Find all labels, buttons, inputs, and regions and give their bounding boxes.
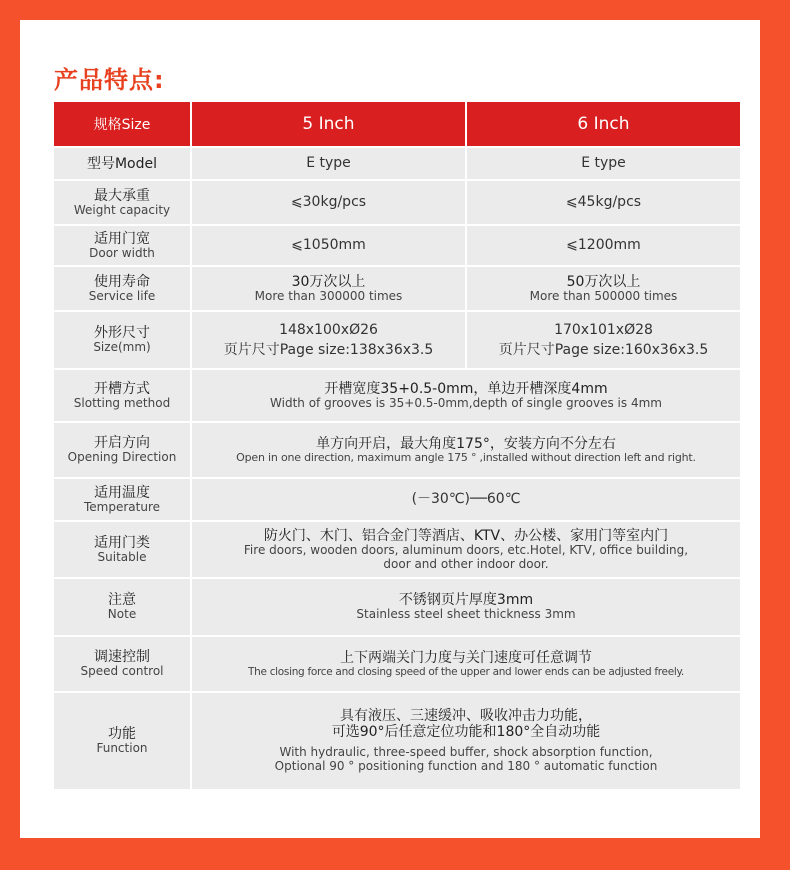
row-service-life bbox=[54, 267, 740, 310]
label-speed: 调速控制 Speed control bbox=[54, 637, 190, 691]
label-note: 注意 Note bbox=[54, 579, 190, 635]
label-function: 功能 Function bbox=[54, 693, 190, 789]
label-size: 外形尺寸 Size(mm) bbox=[54, 312, 190, 368]
label-suitable: 适用门类 Suitable bbox=[54, 522, 190, 577]
header-row bbox=[54, 102, 740, 146]
door-width-6-inch: ⩽1200mm bbox=[467, 226, 740, 265]
row-temperature bbox=[54, 479, 740, 520]
note-value: 不锈钢页片厚度3mm Stainless steel sheet thickness 3mm bbox=[192, 579, 740, 635]
spec-table bbox=[52, 100, 742, 791]
section-title: 产品特点: bbox=[54, 66, 165, 94]
label-opening: 开启方向 Opening Direction bbox=[54, 423, 190, 477]
opening-value: 单方向开启，最大角度175°，安装方向不分左右 Open in one direction, maximum angle 175 ° ,installed without direction left and right. bbox=[192, 423, 740, 477]
service-life-6-inch: 50万次以上 More than 500000 times bbox=[467, 267, 740, 310]
header-5-inch: 5 Inch bbox=[192, 102, 465, 146]
label-door-width: 适用门宽 Door width bbox=[54, 226, 190, 265]
suitable-value: 防火门、木门、铝合金门等酒店、KTV、办公楼、家用门等室内门 Fire doors, wooden doors, aluminum doors, etc.Hotel, KTV, office building, door and other indoor door. bbox=[192, 522, 740, 577]
row-size bbox=[54, 312, 740, 368]
temperature-value: (－30℃)──60℃ bbox=[192, 479, 740, 520]
speed-value: 上下两端关门力度与关门速度可任意调节 The closing force and closing speed of the upper and lower ends can be adjusted freely. bbox=[192, 637, 740, 691]
weight-6-inch: ⩽45kg/pcs bbox=[467, 181, 740, 224]
model-5-inch: E type bbox=[192, 148, 465, 179]
size-5-inch: 148x100xØ26 页片尺寸Page size:138x36x3.5 bbox=[192, 312, 465, 368]
header-label: 规格Size bbox=[54, 102, 190, 146]
row-note bbox=[54, 579, 740, 635]
row-door-width bbox=[54, 226, 740, 265]
slotting-value: 开槽宽度35+0.5-0mm，单边开槽深度4mm Width of grooves is 35+0.5-0mm,depth of single grooves is 4mm bbox=[192, 370, 740, 421]
label-service-life: 使用寿命 Service life bbox=[54, 267, 190, 310]
label-weight: 最大承重 Weight capacity bbox=[54, 181, 190, 224]
row-model bbox=[54, 148, 740, 179]
model-6-inch: E type bbox=[467, 148, 740, 179]
label-model: 型号Model bbox=[54, 148, 190, 179]
door-width-5-inch: ⩽1050mm bbox=[192, 226, 465, 265]
row-function bbox=[54, 693, 740, 789]
service-life-5-inch: 30万次以上 More than 300000 times bbox=[192, 267, 465, 310]
row-suitable bbox=[54, 522, 740, 577]
label-temperature: 适用温度 Temperature bbox=[54, 479, 190, 520]
row-speed bbox=[54, 637, 740, 691]
row-weight bbox=[54, 181, 740, 224]
weight-5-inch: ⩽30kg/pcs bbox=[192, 181, 465, 224]
row-slotting bbox=[54, 370, 740, 421]
header-6-inch: 6 Inch bbox=[467, 102, 740, 146]
row-opening bbox=[54, 423, 740, 477]
label-slotting: 开槽方式 Slotting method bbox=[54, 370, 190, 421]
function-value: 具有液压、三速缓冲、吸收冲击力功能， 可选90°后任意定位功能和180°全自动功能 With hydraulic, three-speed buffer, shock absorption function, Optional 90 ° positioning function and 180 ° automatic function bbox=[192, 693, 740, 789]
size-6-inch: 170x101xØ28 页片尺寸Page size:160x36x3.5 bbox=[467, 312, 740, 368]
